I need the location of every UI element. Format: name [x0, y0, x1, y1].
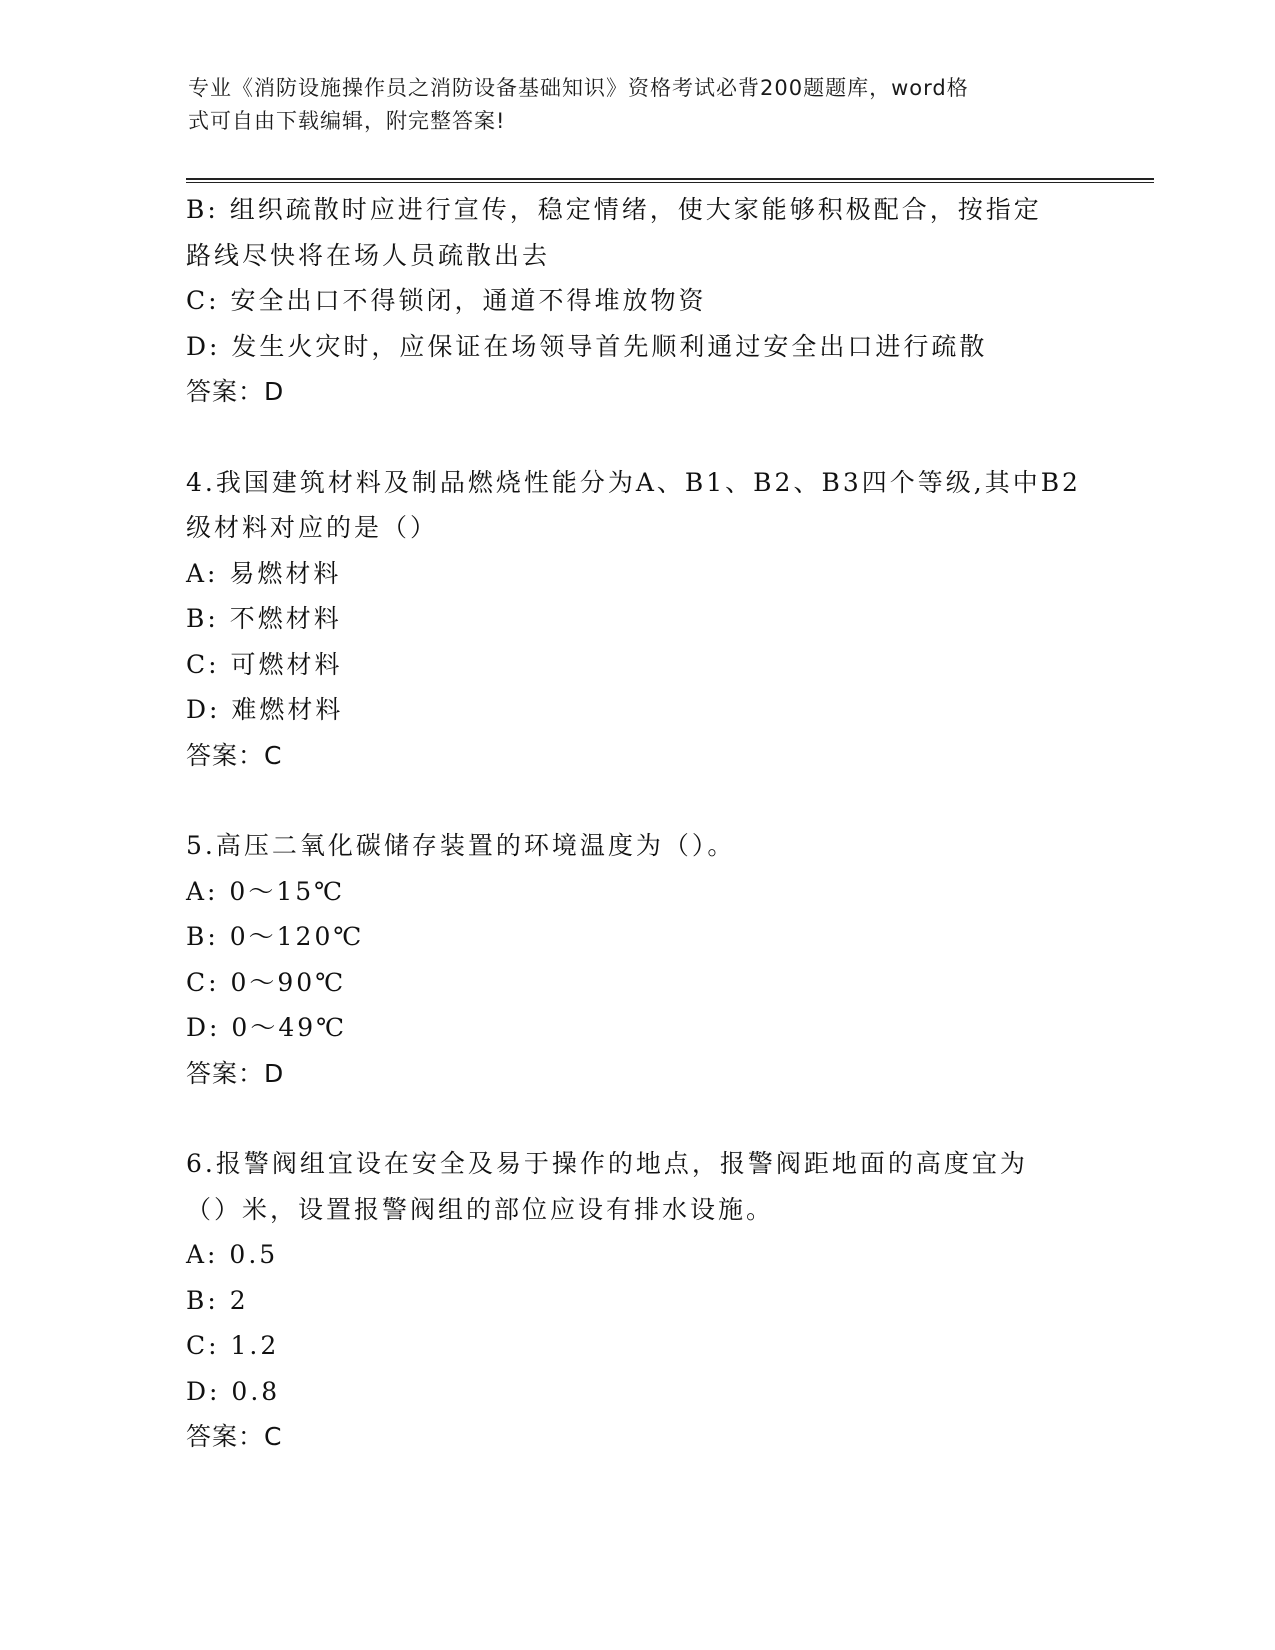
q4-stem-line2: 级材料对应的是（） [186, 513, 439, 542]
q3-option-c: C: 安全出口不得锁闭，通道不得堆放物资 [186, 286, 707, 315]
spacer [186, 778, 1086, 823]
q3-answer: 答案：D [186, 377, 285, 406]
q6-stem-line1: 6.报警阀组宜设在安全及易于操作的地点，报警阀距地面的高度宜为 [186, 1149, 1028, 1178]
q5-answer: 答案：D [186, 1058, 285, 1088]
header-divider [186, 178, 1154, 183]
spacer [186, 1096, 1086, 1141]
spacer [186, 415, 1086, 460]
question-4 [186, 460, 1086, 779]
question-6 [186, 1141, 1086, 1460]
q4-option-c: C: 可燃材料 [186, 649, 343, 679]
q3-option-b-line2: 路线尽快将在场人员疏散出去 [186, 240, 551, 270]
q6-option-d: D: 0.8 [186, 1376, 281, 1406]
q6-answer: 答案：C [186, 1422, 283, 1451]
q5-option-c: C: 0～90℃ [186, 967, 347, 997]
q5-option-b: B: 0～120℃ [186, 922, 365, 951]
header-line-2: 式可自由下载编辑，附完整答案! [188, 109, 506, 133]
q4-option-b: B: 不燃材料 [186, 604, 342, 633]
question-5 [186, 823, 1086, 1096]
question-content [186, 187, 1086, 1460]
question-3-tail [186, 187, 1086, 415]
q5-option-a: A: 0～15℃ [186, 876, 346, 906]
q6-option-a: A: 0.5 [186, 1240, 279, 1269]
q5-option-d: D: 0～49℃ [186, 1013, 348, 1042]
q6-stem-line2: （）米，设置报警阀组的部位应设有排水设施。 [186, 1194, 775, 1224]
q4-option-a: A: 易燃材料 [186, 558, 342, 588]
q6-option-c: C: 1.2 [186, 1331, 280, 1360]
header-line-1: 专业《消防设施操作员之消防设备基础知识》资格考试必背200题题库，word格 [188, 76, 969, 100]
q4-stem-line1: 4.我国建筑材料及制品燃烧性能分为A、B1、B2、B3四个等级,其中B2 [186, 467, 1081, 497]
q4-answer: 答案：C [186, 740, 283, 770]
q3-option-d: D: 发生火灾时，应保证在场领导首先顺利通过安全出口进行疏散 [186, 331, 988, 361]
document-header [188, 72, 1068, 138]
q4-option-d: D: 难燃材料 [186, 695, 344, 724]
q6-option-b: B: 2 [186, 1285, 249, 1315]
q3-option-b-line1: B: 组织疏散时应进行宣传，稳定情绪，使大家能够积极配合，按指定 [186, 195, 1042, 224]
q5-stem-line1: 5.高压二氧化碳储存装置的环境温度为（）。 [186, 831, 736, 860]
